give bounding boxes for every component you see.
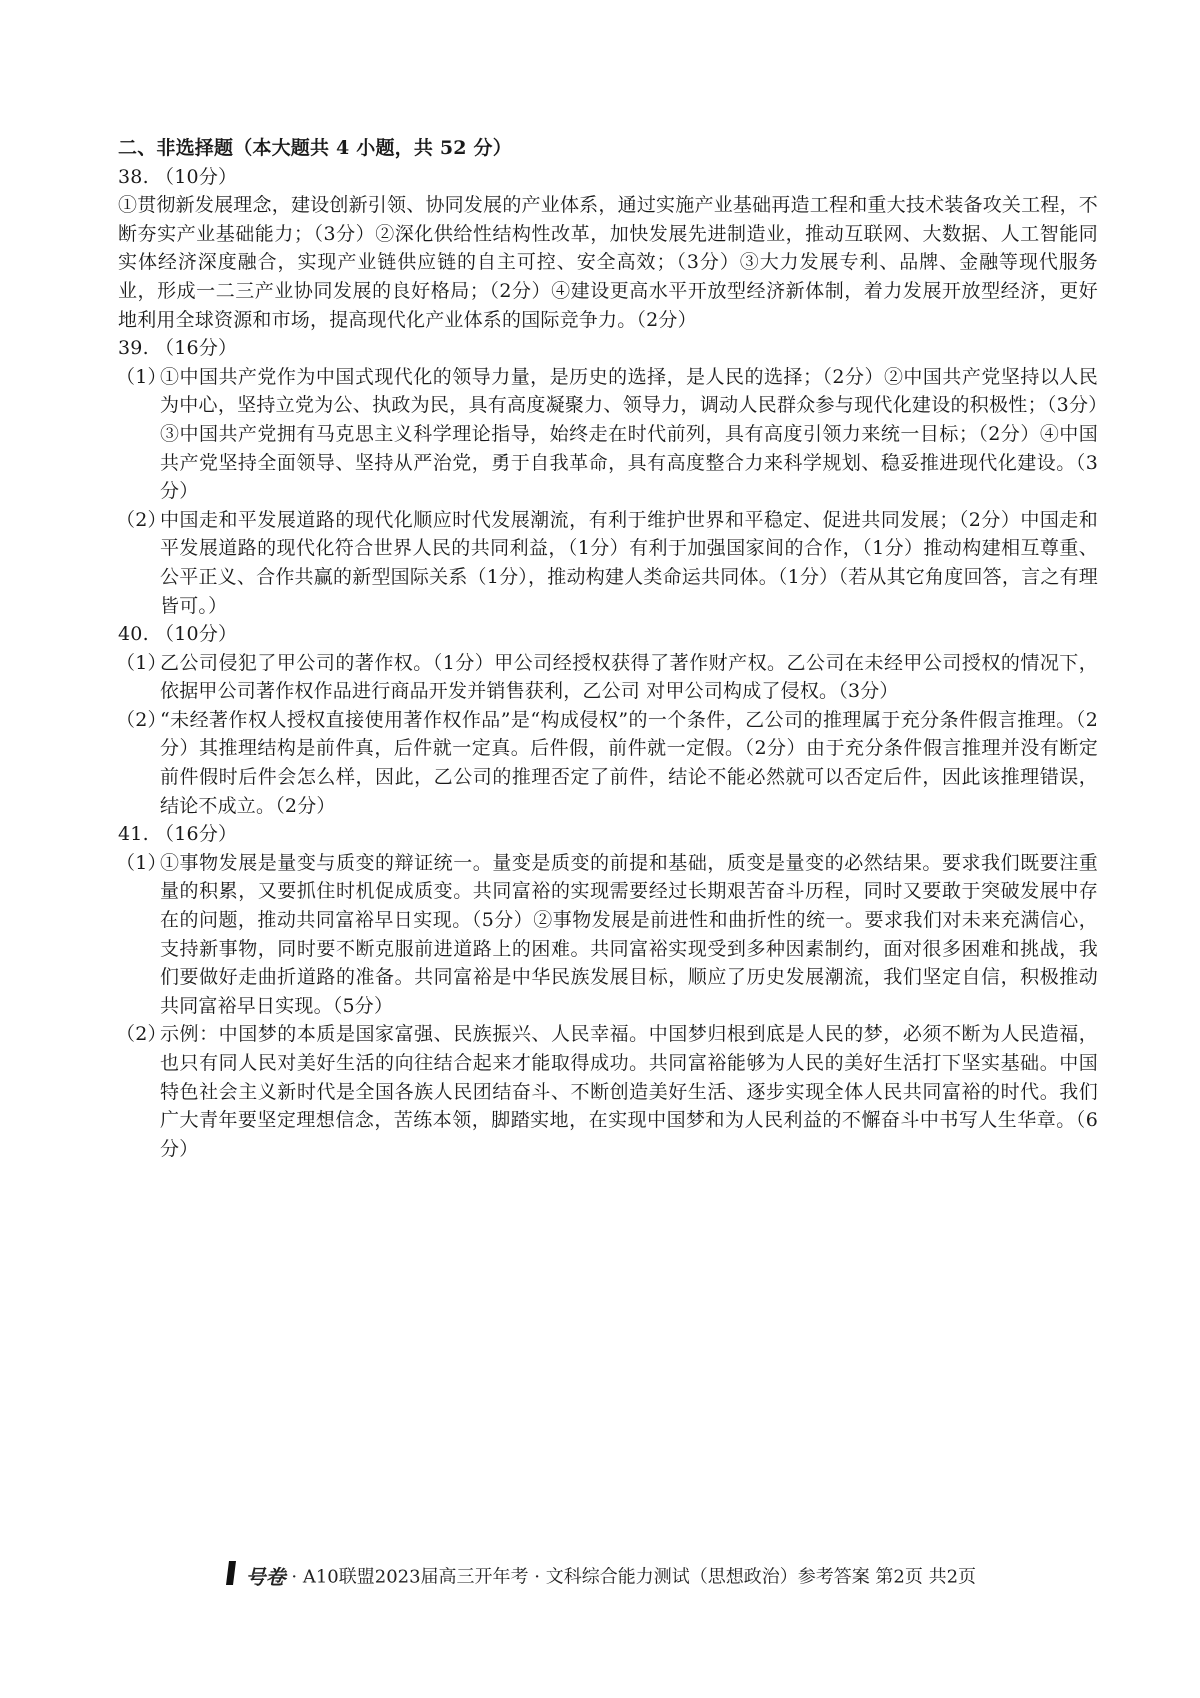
brand-logo-icon	[224, 1560, 238, 1591]
question-41-part-2	[118, 1020, 1098, 1163]
question-40-part-2	[118, 706, 1098, 820]
part-answer: 中国走和平发展道路的现代化顺应时代发展潮流，有利于维护世界和平稳定、促进共同发展；（2分）中国走和平发展道路的现代化符合世界人民的共同利益，（1分）有利于加强国家间的合作，（1分）推动构建相互尊重、公平正义、合作共赢的新型国际关系（1分），推动构建人类命运共同体。（1分）（若从其它角度回答，言之有理皆可。）	[160, 508, 1098, 617]
part-number: （2）	[116, 708, 167, 731]
part-number: （1）	[116, 851, 167, 874]
part-number: （1）	[116, 365, 167, 388]
part-answer: 示例：中国梦的本质是国家富强、民族振兴、人民幸福。中国梦归根到底是人民的梦，必须不断为人民造福，也只有同人民对美好生活的向往结合起来才能取得成功。共同富裕能够为人民的美好生活打下坚实基础。中国特色社会主义新时代是全国各族人民团结奋斗、不断创造美好生活、逐步实现全体人民共同富裕的时代。我们广大青年要坚定理想信念，苦练本领，脚踏实地，在实现中国梦和为人民利益的不懈奋斗中书写人生华章。（6分）	[160, 1023, 1098, 1160]
question-39-heading: 39. （16分）	[118, 337, 238, 360]
question-41-heading: 41. （16分）	[118, 823, 238, 846]
question-38-answer: ①贯彻新发展理念，建设创新引领、协同发展的产业体系，通过实施产业基础再造工程和重大技术装备攻关工程，不断夯实产业基础能力；（3分）②深化供给性结构性改革，加快发展先进制造业，推动互联网、大数据、人工智能同实体经济深度融合，实现产业链供应链的自主可控、安全高效；（3分）③大力发展专利、品牌、金融等现代服务业，形成一二三产业协同发展的良好格局；（2分）④建设更高水平开放型经济新体制，着力发展开放型经济，更好地利用全球资源和市场，提高现代化产业体系的国际竞争力。（2分）	[118, 194, 1098, 331]
question-38-heading: 38. （10分）	[118, 165, 238, 188]
part-answer: ①事物发展是量变与质变的辩证统一。量变是质变的前提和基础，质变是量变的必然结果。要求我们既要注重量的积累，又要抓住时机促成质变。共同富裕的实现需要经过长期艰苦奋斗历程，同时又要敢于突破发展中存在的问题，推动共同富裕早日实现。（5分）②事物发展是前进性和曲折性的统一。要求我们对未来充满信心，支持新事物，同时要不断克服前进道路上的困难。共同富裕实现受到多种因素制约，面对很多困难和挑战，我们要做好走曲折道路的准备。共同富裕是中华民族发展目标，顺应了历史发展潮流，我们坚定自信，积极推动共同富裕早日实现。（5分）	[160, 851, 1098, 1017]
part-answer: 乙公司侵犯了甲公司的著作权。（1分）甲公司经授权获得了著作财产权。乙公司在未经甲公司授权的情况下，依据甲公司著作权作品进行商品开发并销售获利，乙公司 对甲公司构成了侵权。（3分）	[160, 651, 1098, 703]
answer-content	[118, 134, 1098, 1163]
question-41-part-1	[118, 849, 1098, 1021]
part-answer: ①中国共产党作为中国式现代化的领导力量，是历史的选择，是人民的选择；（2分）②中国共产党坚持以人民为中心，坚持立党为公、执政为民，具有高度凝聚力、领导力，调动人民群众参与现代化建设的积极性；（3分）③中国共产党拥有马克思主义科学理论指导，始终走在时代前列，具有高度引领力来统一目标；（2分）④中国共产党坚持全面领导、坚持从严治党，勇于自我革命，具有高度整合力来科学规划、稳妥推进现代化建设。（3分）	[160, 365, 1098, 503]
question-39-part-2	[118, 506, 1098, 620]
footer-text: · A10联盟2023届高三开年考 · 文科综合能力测试（思想政治）参考答案 第2页 共2页	[291, 1566, 977, 1588]
question-40-part-1	[118, 649, 1098, 706]
part-number: （2）	[116, 1023, 167, 1046]
brand-logo-text: 号卷	[245, 1565, 286, 1589]
page-footer	[0, 1560, 1200, 1591]
part-answer: “未经著作权人授权直接使用著作权作品”是“构成侵权”的一个条件，乙公司的推理属于充分条件假言推理。（2分）其推理结构是前件真，后件就一定真。后件假，前件就一定假。（2分）由于充分条件假言推理并没有断定前件假时后件会怎么样，因此，乙公司的推理否定了前件，结论不能必然就可以否定后件，因此该推理错误，结论不成立。（2分）	[160, 708, 1098, 817]
part-number: （2）	[116, 508, 167, 531]
section-title: 二、非选择题（本大题共 4 小题，共 52 分）	[118, 137, 512, 159]
question-39-part-1	[118, 363, 1098, 506]
question-40-heading: 40. （10分）	[118, 623, 238, 646]
part-number: （1）	[116, 651, 167, 674]
